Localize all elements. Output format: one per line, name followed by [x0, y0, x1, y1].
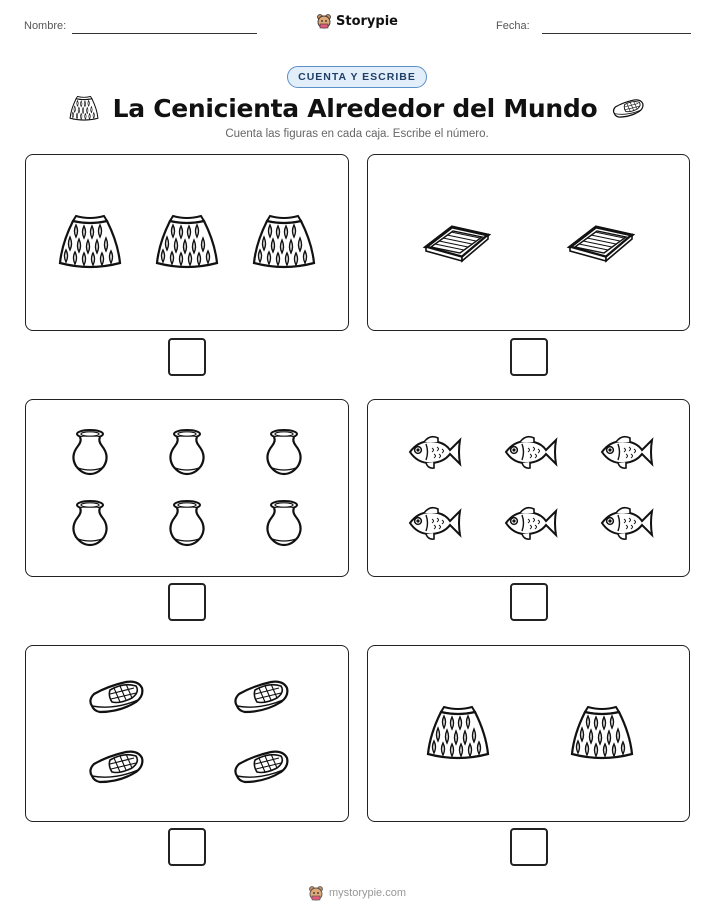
brand-logo: [0, 13, 714, 34]
count-box-3: [25, 399, 349, 577]
woven-slipper-icon: [611, 95, 645, 121]
woven-slipper-icon: [235, 682, 287, 712]
feather-skirt-icon: [157, 216, 217, 267]
brand-name: Storypie: [336, 13, 398, 29]
fish-icon: [506, 437, 556, 468]
woven-slipper-icon: [235, 752, 287, 782]
woven-mat-icon: [426, 227, 488, 261]
date-line[interactable]: [542, 33, 691, 34]
box-1-art: [26, 155, 348, 330]
answer-box-6[interactable]: [510, 828, 548, 866]
box-6-art: [368, 646, 689, 821]
woven-slipper-icon: [90, 752, 142, 782]
footer-url[interactable]: mystorypie.com: [328, 887, 407, 899]
answer-box-2[interactable]: [510, 338, 548, 376]
count-box-5: [25, 645, 349, 822]
box-2-art: [368, 155, 689, 330]
instructions: Cuenta las figuras en cada caja. Escribe el número.: [225, 128, 489, 140]
feather-skirt-icon: [572, 707, 632, 758]
count-box-2: [367, 154, 690, 331]
answer-box-1[interactable]: [168, 338, 206, 376]
fish-icon: [506, 508, 556, 539]
box-5-art: [26, 646, 348, 821]
count-box-1: [25, 154, 349, 331]
fish-icon: [410, 508, 460, 539]
feather-skirt-icon: [60, 216, 120, 267]
clay-pot-icon: [267, 430, 300, 474]
feather-skirt-icon: [254, 216, 314, 267]
fish-icon: [602, 508, 652, 539]
fish-icon: [602, 437, 652, 468]
box-4-art: [368, 400, 689, 576]
title-row: [0, 90, 714, 126]
page-title: La Cenicienta Alrededor del Mundo: [112, 93, 598, 123]
clay-pot-icon: [73, 430, 106, 474]
woven-slipper-icon: [90, 682, 142, 712]
feather-skirt-icon: [69, 95, 99, 121]
feather-skirt-icon: [428, 707, 488, 758]
answer-box-4[interactable]: [510, 583, 548, 621]
answer-box-5[interactable]: [168, 828, 206, 866]
fish-icon: [410, 437, 460, 468]
clay-pot-icon: [170, 430, 203, 474]
date-label: Fecha:: [496, 20, 530, 32]
clay-pot-icon: [73, 501, 106, 545]
count-box-6: [367, 645, 690, 822]
footer: [0, 885, 714, 906]
bear-icon: [316, 13, 332, 29]
activity-badge: CUENTA Y ESCRIBE: [287, 66, 427, 88]
woven-mat-icon: [570, 227, 632, 261]
count-box-4: [367, 399, 690, 577]
box-3-art: [26, 400, 348, 576]
bear-icon: [308, 885, 324, 901]
clay-pot-icon: [267, 501, 300, 545]
name-label: Nombre:: [24, 20, 67, 32]
clay-pot-icon: [170, 501, 203, 545]
answer-box-3[interactable]: [168, 583, 206, 621]
